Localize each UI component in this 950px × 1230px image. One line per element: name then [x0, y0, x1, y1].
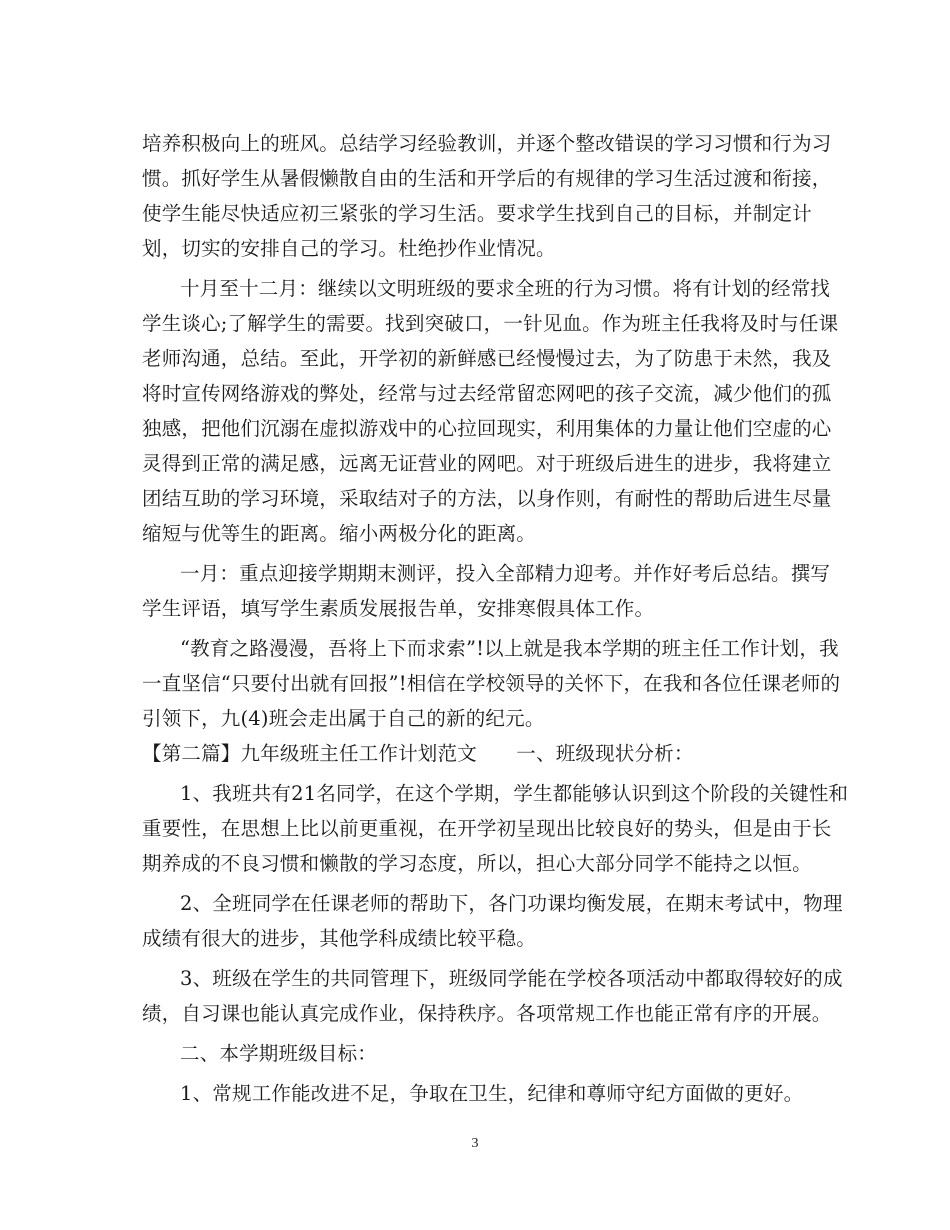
text-line: 团结互助的学习环境，采取结对子的方法，以身作则，有耐性的帮助后进生尽量: [142, 487, 832, 510]
text-line: “教育之路漫漫，吾将上下而求索”!以上就是我本学期的班主任工作计划，我: [180, 637, 839, 660]
text-line: 使学生能尽快适应初三紧张的学习生活。要求学生找到自己的目标，并制定计: [142, 202, 812, 225]
text-line: 1、常规工作能改进不足，争取在卫生，纪律和尊师守纪方面做的更好。: [180, 1082, 804, 1105]
text-line: 划，切实的安排自己的学习。杜绝抄作业情况。: [142, 237, 556, 260]
text-line: 绩，自习课也能认真完成作业，保持秩序。各项常规工作也能正常有序的开展。: [142, 1002, 832, 1025]
text-line: 独感，把他们沉溺在虚拟游戏中的心拉回现实，利用集体的力量让他们空虚的心: [142, 417, 832, 440]
section-heading: 【第二篇】九年级班主任工作计划范文 一、班级现状分析：: [142, 742, 694, 765]
text-line: 十月至十二月：继续以文明班级的要求全班的行为习惯。将有计划的经常找: [180, 277, 831, 300]
text-line: 学生评语，填写学生素质发展报告单，安排寒假具体工作。: [142, 597, 655, 620]
text-line: 2、全班同学在任课老师的帮助下，各门功课均衡发展，在期末考试中，物理: [180, 892, 843, 915]
text-line: 将时宣传网络游戏的弊处，经常与过去经常留恋网吧的孩子交流，减少他们的孤: [142, 382, 832, 405]
text-line: 培养积极向上的班风。总结学习经验教训，并逐个整改错误的学习习惯和行为习: [142, 132, 832, 155]
text-line: 一月：重点迎接学期期末测评，投入全部精力迎考。并作好考后总结。撰写: [180, 562, 831, 585]
text-line: 3、班级在学生的共同管理下，班级同学能在学校各项活动中都取得较好的成: [180, 967, 843, 990]
text-line: 一直坚信“只要付出就有回报”!相信在学校领导的关怀下，在我和各位任课老师的: [142, 672, 841, 695]
text-line: 惯。抓好学生从暑假懒散自由的生活和开学后的有规律的学习生活过渡和衔接，: [142, 167, 832, 190]
text-line: 缩短与优等生的距离。缩小两极分化的距离。: [142, 522, 537, 545]
text-line: 期养成的不良习惯和懒散的学习态度，所以，担心大部分同学不能持之以恒。: [142, 852, 812, 875]
text-line: 老师沟通，总结。至此，开学初的新鲜感已经慢慢过去，为了防患于未然，我及: [142, 347, 832, 370]
text-line: 学生谈心;了解学生的需要。找到突破口，一针见血。作为班主任我将及时与任课: [142, 312, 839, 335]
text-line: 引领下，九(4)班会走出属于自己的新的纪元。: [142, 707, 545, 730]
text-line: 成绩有很大的进步，其他学科成绩比较平稳。: [142, 927, 537, 950]
page-number: 3: [471, 1136, 479, 1151]
subsection-heading: 二、本学期班级目标：: [180, 1042, 378, 1065]
text-line: 灵得到正常的满足感，远离无证营业的网吧。对于班级后进生的进步，我将建立: [142, 452, 832, 475]
text-line: 1、我班共有21名同学，在这个学期，学生都能够认识到这个阶段的关键性和: [180, 782, 849, 805]
text-line: 重要性，在思想上比以前更重视，在开学初呈现出比较良好的势头，但是由于长: [142, 817, 832, 840]
